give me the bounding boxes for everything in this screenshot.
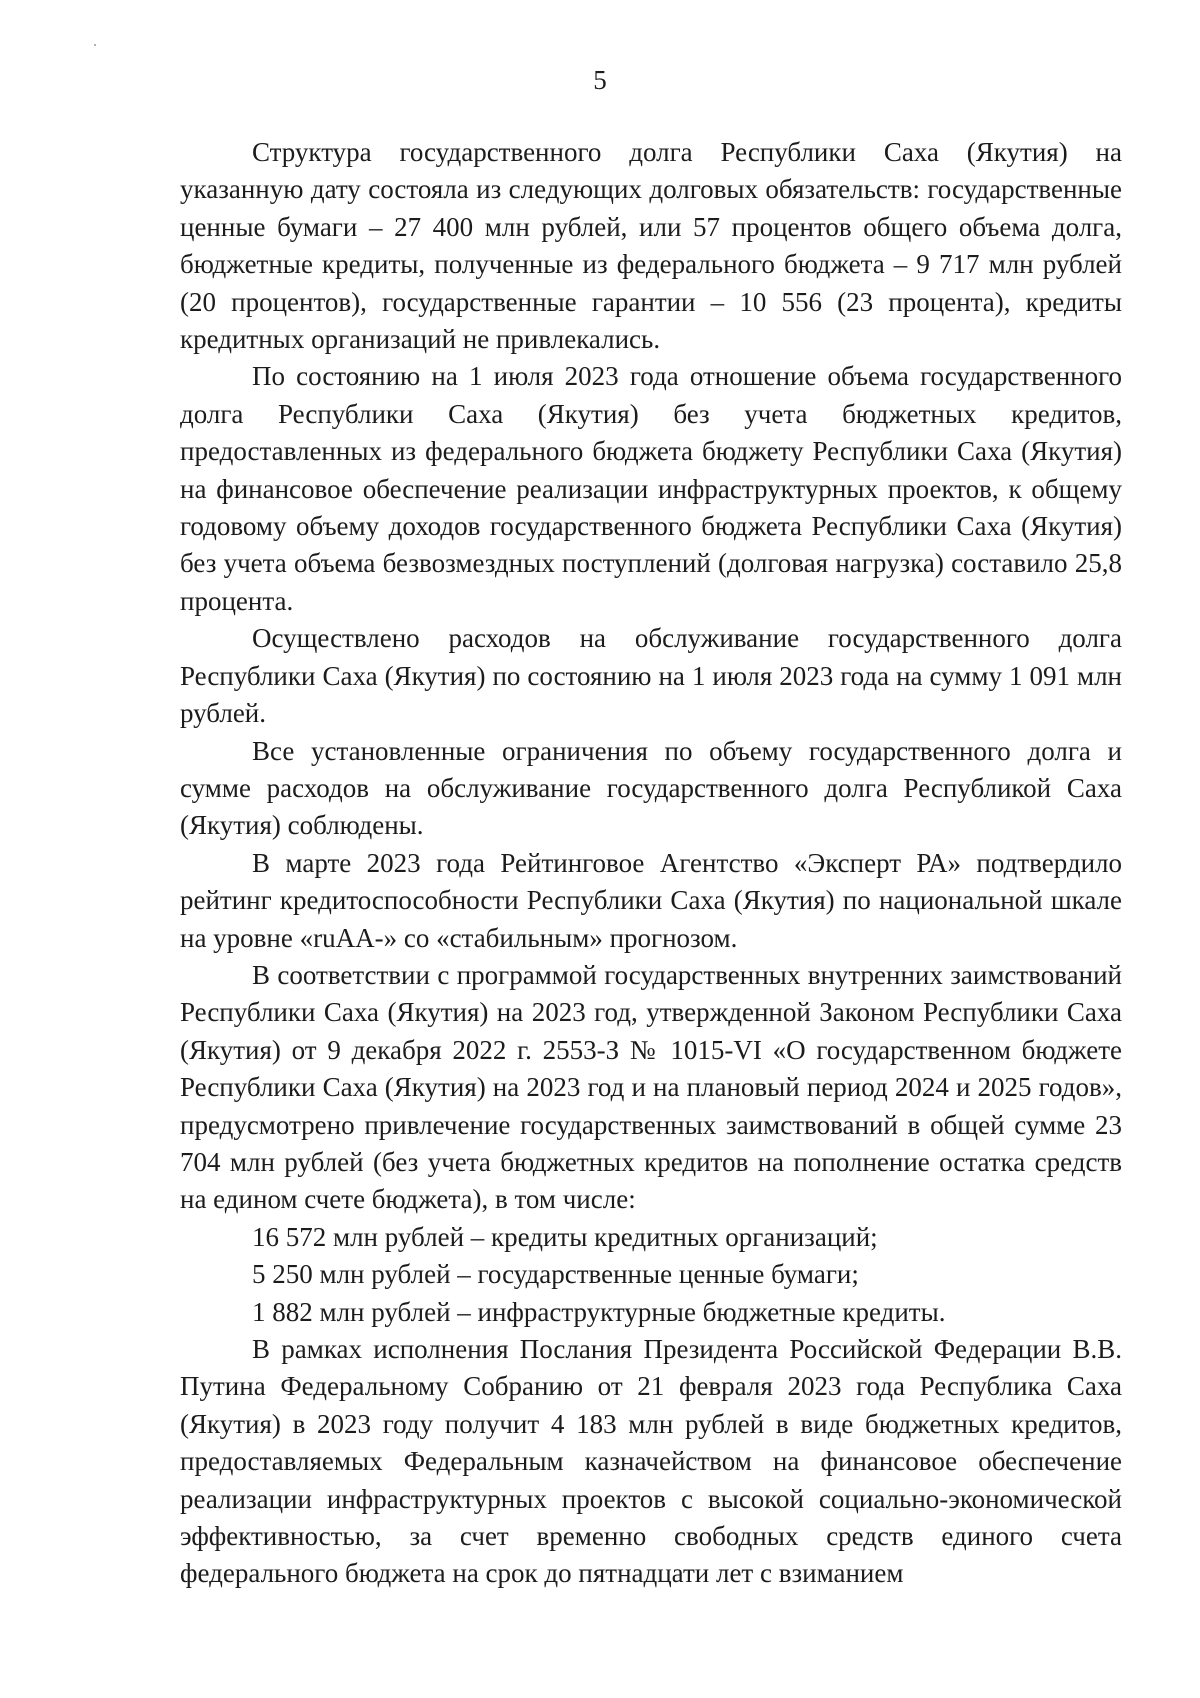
list-item-securities: 5 250 млн рублей – государственные ценные бумаги; — [252, 1259, 859, 1290]
scan-speck — [94, 44, 96, 46]
document-body — [180, 134, 1122, 1593]
paragraph-borrowing-program: В соответствии с программой государственных внутренних заимствований Республики Саха (Якутия) на 2023 год, утвержденной Законом Республики Саха (Якутия) от 9 декабря 2022 г. 2553-З № 1015-VI «О государственном бюджете Республики Саха (Якутия) на 2023 год и на плановый период 2024 и 2025 годов», предусмотрено привлечение государственных заимствований в общей сумме 23 704 млн рублей (без учета бюджетных кредитов на пополнение остатка средств на едином счете бюджета), в том числе: — [180, 959, 1122, 1215]
page-number: 5 — [593, 65, 607, 95]
paragraph-debt-service: Осуществлено расходов на обслуживание государственного долга Республики Саха (Якутия) по состоянию на 1 июля 2023 года на сумму 1 091 млн рублей. — [180, 623, 1122, 729]
list-item-bank-credits: 16 572 млн рублей – кредиты кредитных организаций; — [252, 1221, 878, 1252]
list-item-infrastructure-credits: 1 882 млн рублей – инфраструктурные бюджетные кредиты. — [252, 1296, 946, 1327]
paragraph-rating: В марте 2023 года Рейтинговое Агентство «Эксперт РА» подтвердило рейтинг кредитоспособности Республики Саха (Якутия) по национальной шкале на уровне «ruAA-» со «стабильным» прогнозом. — [180, 847, 1122, 953]
paragraph-limits: Все установленные ограничения по объему государственного долга и сумме расходов на обслуживание государственного долга Республикой Саха (Якутия) соблюдены. — [180, 735, 1122, 841]
paragraph-debt-structure: Структура государственного долга Республики Саха (Якутия) на указанную дату состояла из следующих долговых обязательств: государственные ценные бумаги – 27 400 млн рублей, или 57 процентов общего объема долга, бюджетные кредиты, полученные из федерального бюджета – 9 717 млн рублей (20 процентов), государственные гарантии – 10 556 (23 процента), кредиты кредитных организаций не привлекались. — [180, 137, 1122, 355]
paragraph-presidential-address: В рамках исполнения Послания Президента Российской Федерации В.В. Путина Федеральному Собранию от 21 февраля 2023 года Республика Саха (Якутия) в 2023 году получит 4 183 млн рублей в виде бюджетных кредитов, предоставляемых Федеральным казначейством на финансовое обеспечение реализации инфраструктурных проектов с высокой социально-экономической эффективностью, за счет временно свободных средств единого счета федерального бюджета на срок до пятнадцати лет с взиманием — [180, 1334, 1122, 1589]
paragraph-debt-load: По состоянию на 1 июля 2023 года отношение объема государственного долга Республики Саха (Якутия) без учета бюджетных кредитов, предоставленных из федерального бюджета бюджету Республики Саха (Якутия) на финансовое обеспечение реализации инфраструктурных проектов, к общему годовому объему доходов государственного бюджета Республики Саха (Якутия) без учета объема безвозмездных поступлений (долговая нагрузка) составило 25,8 процента. — [180, 361, 1122, 616]
